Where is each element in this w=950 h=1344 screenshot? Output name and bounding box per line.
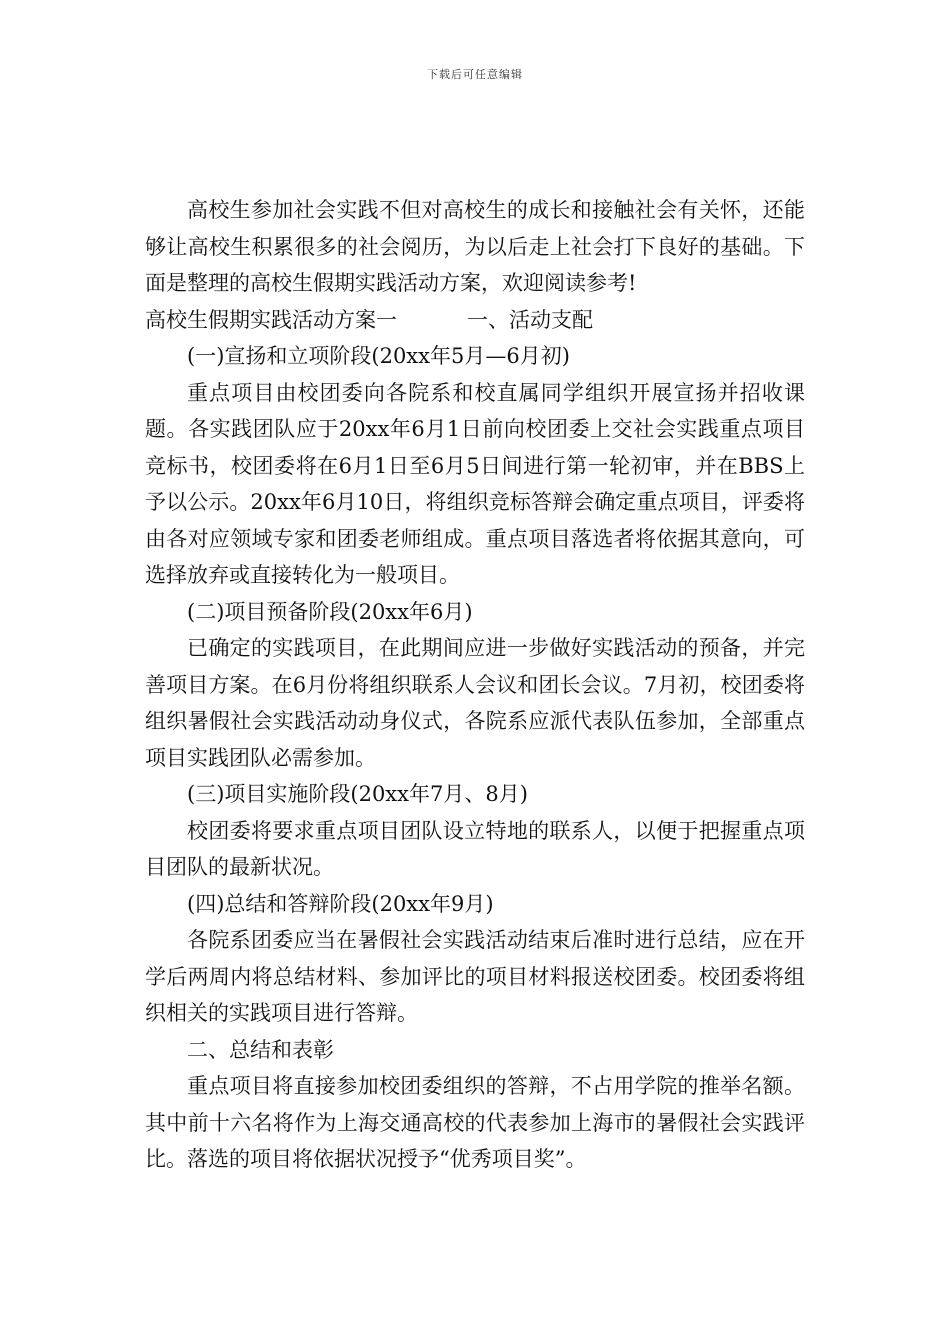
intro-paragraph: 高校生参加社会实践不但对高校生的成长和接触社会有关怀，还能够让高校生积累很多的社会阅历，为以后走上社会打下良好的基础。下面是整理的高校生假期实践活动方案，欢迎阅读参考!: [145, 198, 805, 295]
stage2-body: 已确定的实践项目，在此期间应进一步做好实践活动的预备，并完善项目方案。在6月份将组织联系人会议和团长会议。7月初，校团委将组织暑假社会实践活动动身仪式，各院系应派代表队伍参加，全部重点项目实践团队必需参加。: [145, 636, 805, 770]
stage1-body: 重点项目由校团委向各院系和校直属同学组织开展宣扬并招收课题。各实践团队应于20xx年6月1日前向校团委上交社会实践重点项目竞标书，校团委将在6月1日至6月5日间进行第一轮初审，并在BBS上予以公示。20xx年6月10日，将组织竞标答辩会确定重点项目，评委将由各对应领域专家和团委老师组成。重点项目落选者将依据其意向，可选择放弃或直接转化为一般项目。: [145, 380, 805, 587]
page-header-note: 下载后可任意编辑: [427, 68, 523, 81]
stage4-title: (四)总结和答辩阶段(20xx年9月): [187, 891, 494, 916]
plan-title: 高校生假期实践活动方案一: [145, 307, 397, 332]
section1-title: 一、活动支配: [467, 307, 593, 332]
section2-body: 重点项目将直接参加校团委组织的答辩，不占用学院的推举名额。其中前十六名将作为上海交通高校的代表参加上海市的暑假社会实践评比。落选的项目将依据状况授予“优秀项目奖”。: [145, 1074, 805, 1171]
stage3-body: 校团委将要求重点项目团队设立特地的联系人，以便于把握重点项目团队的最新状况。: [145, 818, 805, 879]
stage1-title: (一)宣扬和立项阶段(20xx年5月—6月初): [187, 344, 570, 368]
section2-title: 二、总结和表彰: [187, 1037, 334, 1062]
stage3-title: (三)项目实施阶段(20xx年7月、8月): [187, 782, 528, 806]
plan-heading-row: [145, 302, 805, 339]
stage2-title: (二)项目预备阶段(20xx年6月): [187, 599, 473, 624]
document-body: [145, 192, 805, 1178]
heading-spacer: [397, 302, 467, 339]
stage4-body: 各院系团委应当在暑假社会实践活动结束后准时进行总结，应在开学后两周内将总结材料、参加评比的项目材料报送校团委。校团委将组织相关的实践项目进行答辩。: [145, 928, 805, 1025]
